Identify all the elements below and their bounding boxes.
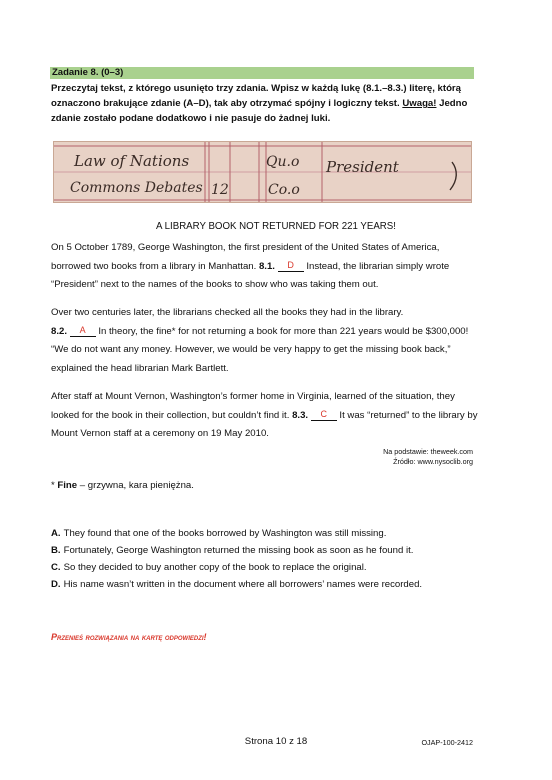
option-d-letter: D.: [51, 579, 61, 590]
option-b-letter: B.: [51, 545, 61, 556]
option-a-letter: A.: [51, 528, 61, 539]
footnote-term: Fine: [57, 480, 78, 491]
manuscript-line2-mid: Co.o: [268, 182, 300, 198]
manuscript-line2-num: 12: [211, 182, 229, 198]
option-b: [51, 545, 481, 557]
option-c: [51, 562, 481, 574]
gap-8-2-answer[interactable]: A: [70, 325, 96, 337]
paragraph-2-text-b: In theory, the fine* for not returning a book for more than 221 years would be $300,000! “We do not want any money. However, we would be very happy to get the missing book back,” explained the head librarian Mark Bartlett.: [51, 325, 469, 374]
gap-8-3-answer[interactable]: C: [311, 409, 337, 421]
source-line-1: Na podstawie: theweek.com: [383, 447, 473, 456]
paragraph-3-text-a: After staff at Mount Vernon, Washington’s former home in Virginia, learned of the situation, they looked for the book in their collection, but couldn’t find it.: [51, 391, 455, 421]
footnote-asterisk: *: [51, 480, 58, 491]
option-b-text: Fortunately, George Washington returned the missing book as soon as he found it.: [63, 545, 414, 556]
paragraph-1: [51, 239, 479, 295]
task-header: Zadanie 8. (0–3): [50, 67, 474, 79]
transfer-note: Przenieś rozwiązania na kartę odpowiedzi!: [51, 632, 207, 642]
footnote-definition: – grzywna, kara pieniężna.: [77, 480, 194, 491]
paragraph-3-text-b: It was “returned” to the library by Mount Vernon staff at a ceremony on 19 May 2010.: [51, 409, 478, 440]
gap-8-3-label: 8.3.: [292, 409, 309, 421]
manuscript-line1-right: President: [326, 158, 399, 176]
paragraph-3: [51, 388, 479, 444]
paragraph-1-text-b: Instead, the librarian simply wrote “President” next to the names of the books to show who was taking them out.: [51, 260, 450, 291]
footnote: [51, 480, 194, 491]
exam-code: OJAP-100-2412: [421, 738, 473, 747]
manuscript-line2-left: Commons Debates: [70, 180, 203, 196]
option-d: [51, 579, 481, 591]
option-a: [51, 528, 481, 540]
option-d-text: His name wasn’t written in the document where all borrowers’ names were recorded.: [63, 579, 423, 590]
paragraph-2-text-a: Over two centuries later, the librarians checked all the books they had in the library.: [51, 307, 404, 318]
article-title: A LIBRARY BOOK NOT RETURNED FOR 221 YEARS!: [156, 221, 396, 232]
page-number: Strona 10 z 18: [244, 736, 308, 747]
paragraph-2: [51, 304, 479, 378]
source-line-2: Źródło: www.nysoclib.org: [393, 457, 473, 466]
instruction-text: Przeczytaj tekst, z którego usunięto trzy zdania. Wpisz w każdą lukę (8.1.–8.3.) literę, którą oznaczono brakujące zdanie (A–D), tak aby otrzymać spójny i logiczny tekst.: [51, 83, 461, 109]
task-instruction: [51, 81, 481, 126]
gap-8-1-label: 8.1.: [258, 260, 275, 272]
option-a-text: They found that one of the books borrowed by Washington was still missing.: [63, 528, 387, 539]
manuscript-image: [53, 141, 472, 203]
manuscript-line1-mid: Qu.o: [266, 154, 300, 170]
option-c-text: So they decided to buy another copy of the book to replace the original.: [63, 562, 367, 573]
paragraph-1-text-a: On 5 October 1789, George Washington, the first president of the United States of America, borrowed two books from a library in Manhattan.: [51, 242, 440, 272]
gap-8-1-answer[interactable]: D: [278, 260, 304, 272]
gap-8-2-label: 8.2.: [51, 325, 68, 337]
option-c-letter: C.: [51, 562, 61, 573]
manuscript-line1-left: Law of Nations: [74, 152, 190, 170]
warning-label: Uwaga!: [402, 98, 437, 109]
warning-text: Jedno zdanie zostało podane dodatkowo i nie pasuje do żadnej luki.: [51, 98, 468, 124]
